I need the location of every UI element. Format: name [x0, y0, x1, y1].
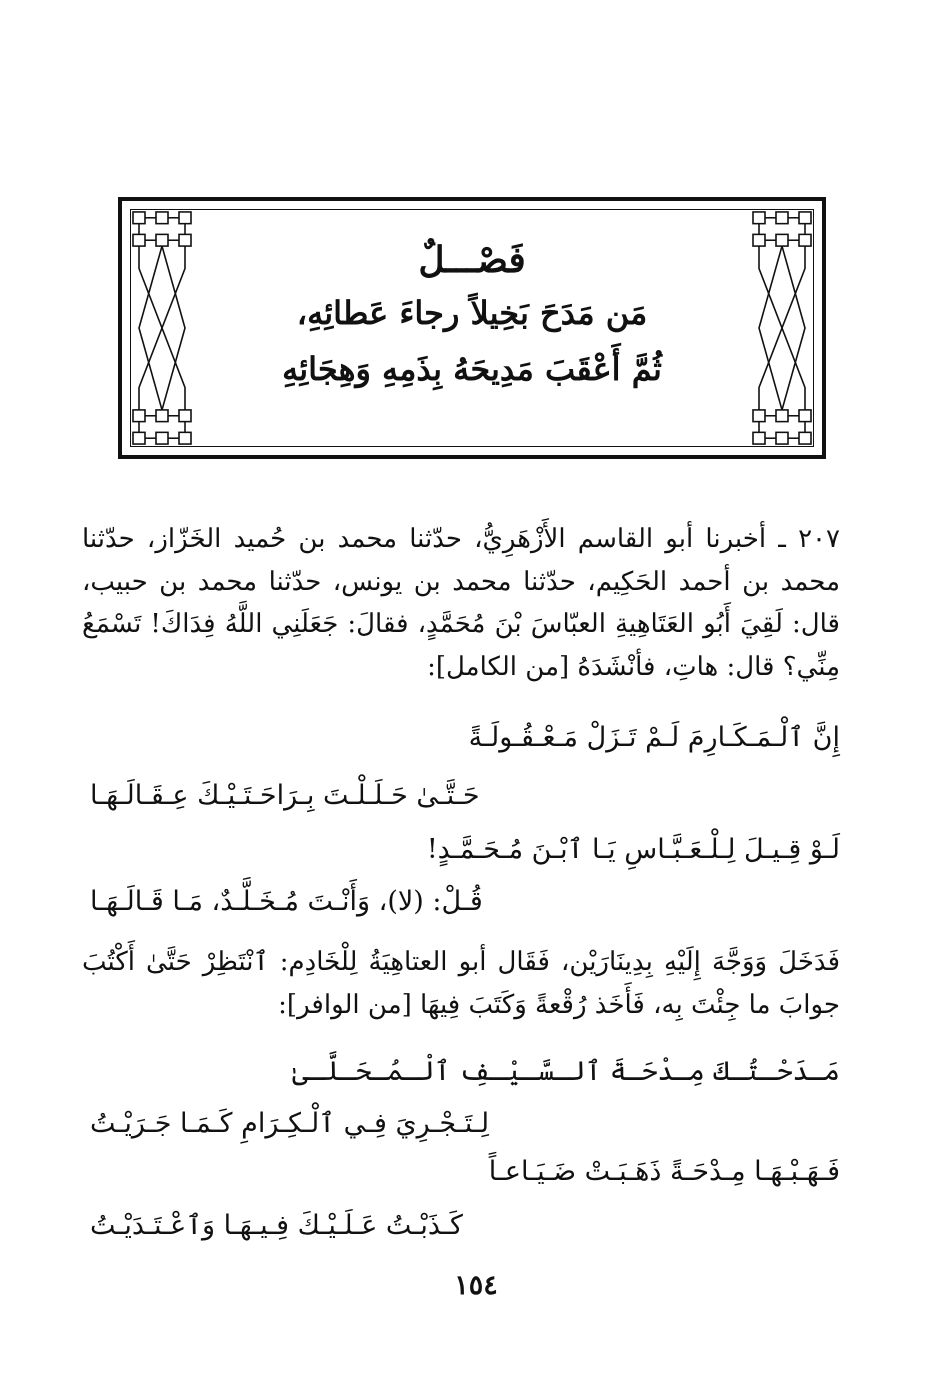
narration-paragraph-2: فَدَخَلَ وَوَجَّهَ إِلَيْهِ بِدِينَارَيْن، فَقَال أبو العتاهِيَةُ لِلْخَادِم: ٱنْتَظِرْ حَتَّىٰ أَكْتُبَ جوابَ ما جِئْتَ بِه، فَأَخَذ رُقْعةً وَكَتَبَ فِيهَا [من الوافر]: [82, 947, 840, 1020]
poem-2-verse-4: كَـذَبْـتُ عَـلَـيْـكَ فِـيـهَـا وَٱعْـتَـدَيْـتُ [90, 1210, 463, 1241]
chapter-subtitle-line-2: ثُمَّ أَعْقَبَ مَدِيحَهُ بِذَمِهِ وَهِجَائِهِ [282, 350, 662, 388]
chapter-heading [192, 235, 752, 397]
chapter-title-frame [118, 197, 826, 459]
poem-1-verse-2: حَـتَّـىٰ حَـلَـلْـتَ بِـرَاحَـتَـيْـكَ عِـقَـالَـهَـا [90, 780, 480, 811]
poem-2-verse-1: مَـدَحْـتُـكَ مِـدْحَـةَ ٱلـسَّـيْـفِ ٱلْـمُـحَـلَّـىٰ [292, 1056, 840, 1087]
poem-1-verse-1: إِنَّ ٱلْـمَـكَـارِمَ لَـمْ تَـزَلْ مَـعْـقُـولَـةً [468, 722, 840, 753]
poem-2-verse-3: فَـهَـبْـهَـا مِـدْحَـةً ذَهَـبَـتْ ضَـيَـاعـاً [488, 1156, 840, 1187]
page-number: ١٥٤ [454, 1270, 498, 1301]
narration-paragraph-1: ٢٠٧ ـ أخبرنا أبو القاسم الأَزْهَرِيُّ، حدّثنا محمد بن حُميد الخَزّاز، حدّثنا محمد بن أحمد الحَكِيم، حدّثنا محمد بن يونس، حدّثنا محمد بن حبيب، قال: لَقِيَ أَبُو العَتَاهِيةِ العبّاسَ بْنَ مُحَمَّدٍ، فقالَ: جَعَلَنِي اللَّهُ فِدَاكَ! تَسْمَعُ مِنِّي؟ قال: هاتِ، فأنْشَدَهُ [من الكامل]: [82, 524, 840, 682]
poem-1-verse-3: لَـوْ قِـيـلَ لِـلْـعَـبَّـاسِ يَـا ٱبْـنَ مُـحَـمَّـدٍ! [426, 834, 840, 865]
chapter-subtitle-line-1: مَن مَدَحَ بَخِيلاً رجاءَ عَطائِهِ، [296, 294, 648, 332]
poem-2-verse-2: لِـتَـجْـرِيَ فِـي ٱلْـكِـرَامِ كَـمَـا جَـرَيْـتُ [90, 1108, 490, 1139]
lattice-ornament-right [751, 210, 813, 446]
lattice-ornament-left [131, 210, 193, 446]
chapter-title: فَصْـــلٌ [418, 239, 526, 281]
poem-1-verse-4: قُـلْ: (لا)، وَأَنْـتَ مُـخَـلَّـدٌ، مَـا قَـالَـهَـا [90, 886, 483, 917]
